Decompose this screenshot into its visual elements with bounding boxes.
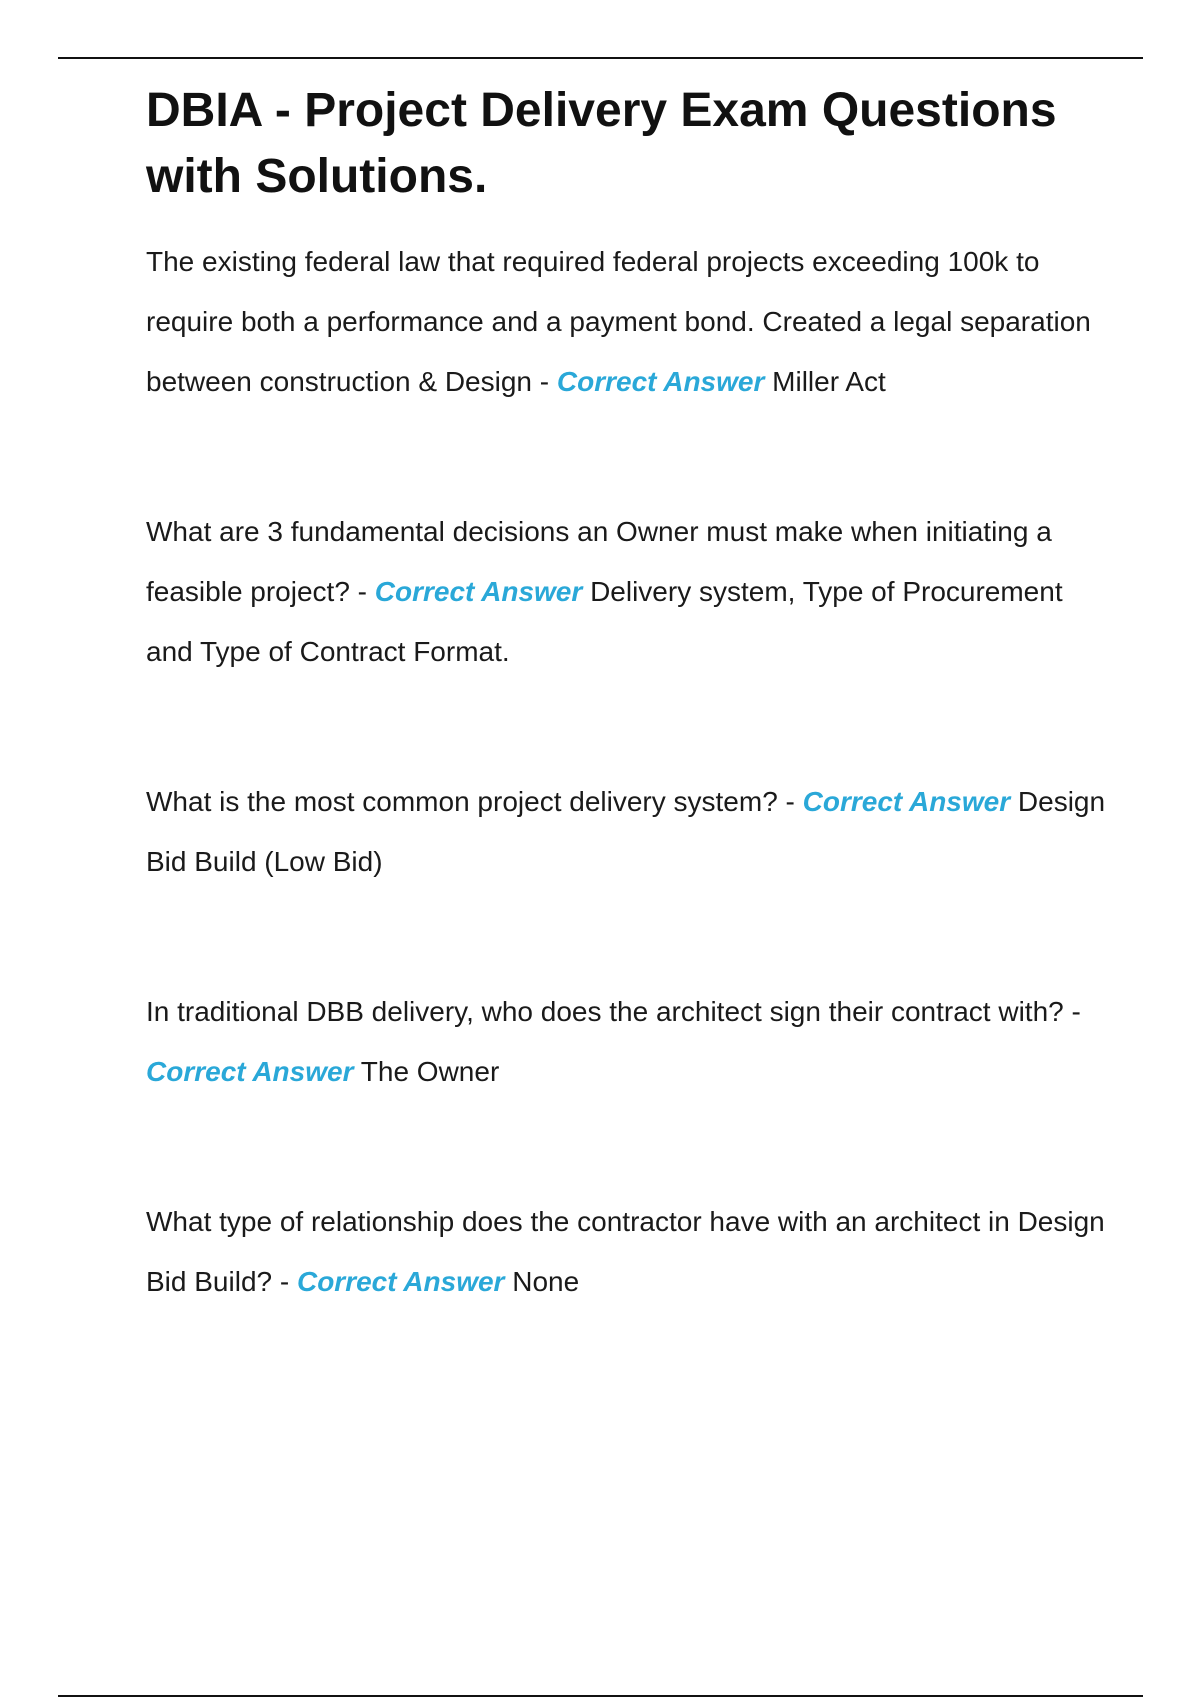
correct-answer-label: Correct Answer [374, 576, 583, 607]
question-text: What is the most common project delivery system? [146, 786, 778, 817]
qa-item: What is the most common project delivery system? - Correct Answer Design Bid Build (Low Bid) [146, 786, 1106, 877]
correct-answer-label: Correct Answer [802, 786, 1011, 817]
document-title: DBIA - Project Delivery Exam Questions with Solutions. [146, 84, 1057, 203]
qa-item: The existing federal law that required federal projects exceeding 100k to require both a performance and a payment bond. Created a legal separation between construction & Design - Correct Answer Miller Act [146, 246, 1091, 397]
qa-item: What type of relationship does the contractor have with an architect in Design Bid Build? - Correct Answer None [146, 1206, 1105, 1297]
question-text: What are 3 fundamental decisions an Owner must make when initiating a feasible project? [146, 516, 1052, 607]
correct-answer-label: Correct Answer [146, 1056, 354, 1087]
answer-text: Delivery system, Type of Procurement and Type of Contract Format. [146, 576, 1063, 667]
answer-text: Miller Act [772, 366, 886, 397]
correct-answer-label: Correct Answer [296, 1266, 505, 1297]
answer-text: None [512, 1266, 580, 1297]
question-text: What type of relationship does the contractor have with an architect in Design Bid Build? [146, 1206, 1105, 1297]
bottom-rule [58, 1695, 1143, 1697]
question-text: The existing federal law that required federal projects exceeding 100k to require both a performance and a payment bond. Created a legal separation between construction & Design [146, 246, 1091, 397]
question-text: In traditional DBB delivery, who does the architect sign their contract with? [146, 996, 1064, 1027]
qa-item: What are 3 fundamental decisions an Owner must make when initiating a feasible project? - Correct Answer Delivery system, Type of Procurement and Type of Contract Format. [146, 516, 1063, 667]
correct-answer-label: Correct Answer [556, 366, 765, 397]
top-rule [58, 57, 1143, 59]
answer-text: The Owner [360, 1056, 500, 1087]
answer-text: Design Bid Build (Low Bid) [146, 786, 1106, 877]
qa-item: In traditional DBB delivery, who does the architect sign their contract with? - Correct Answer The Owner [146, 996, 1081, 1087]
document-body [146, 78, 1106, 1402]
